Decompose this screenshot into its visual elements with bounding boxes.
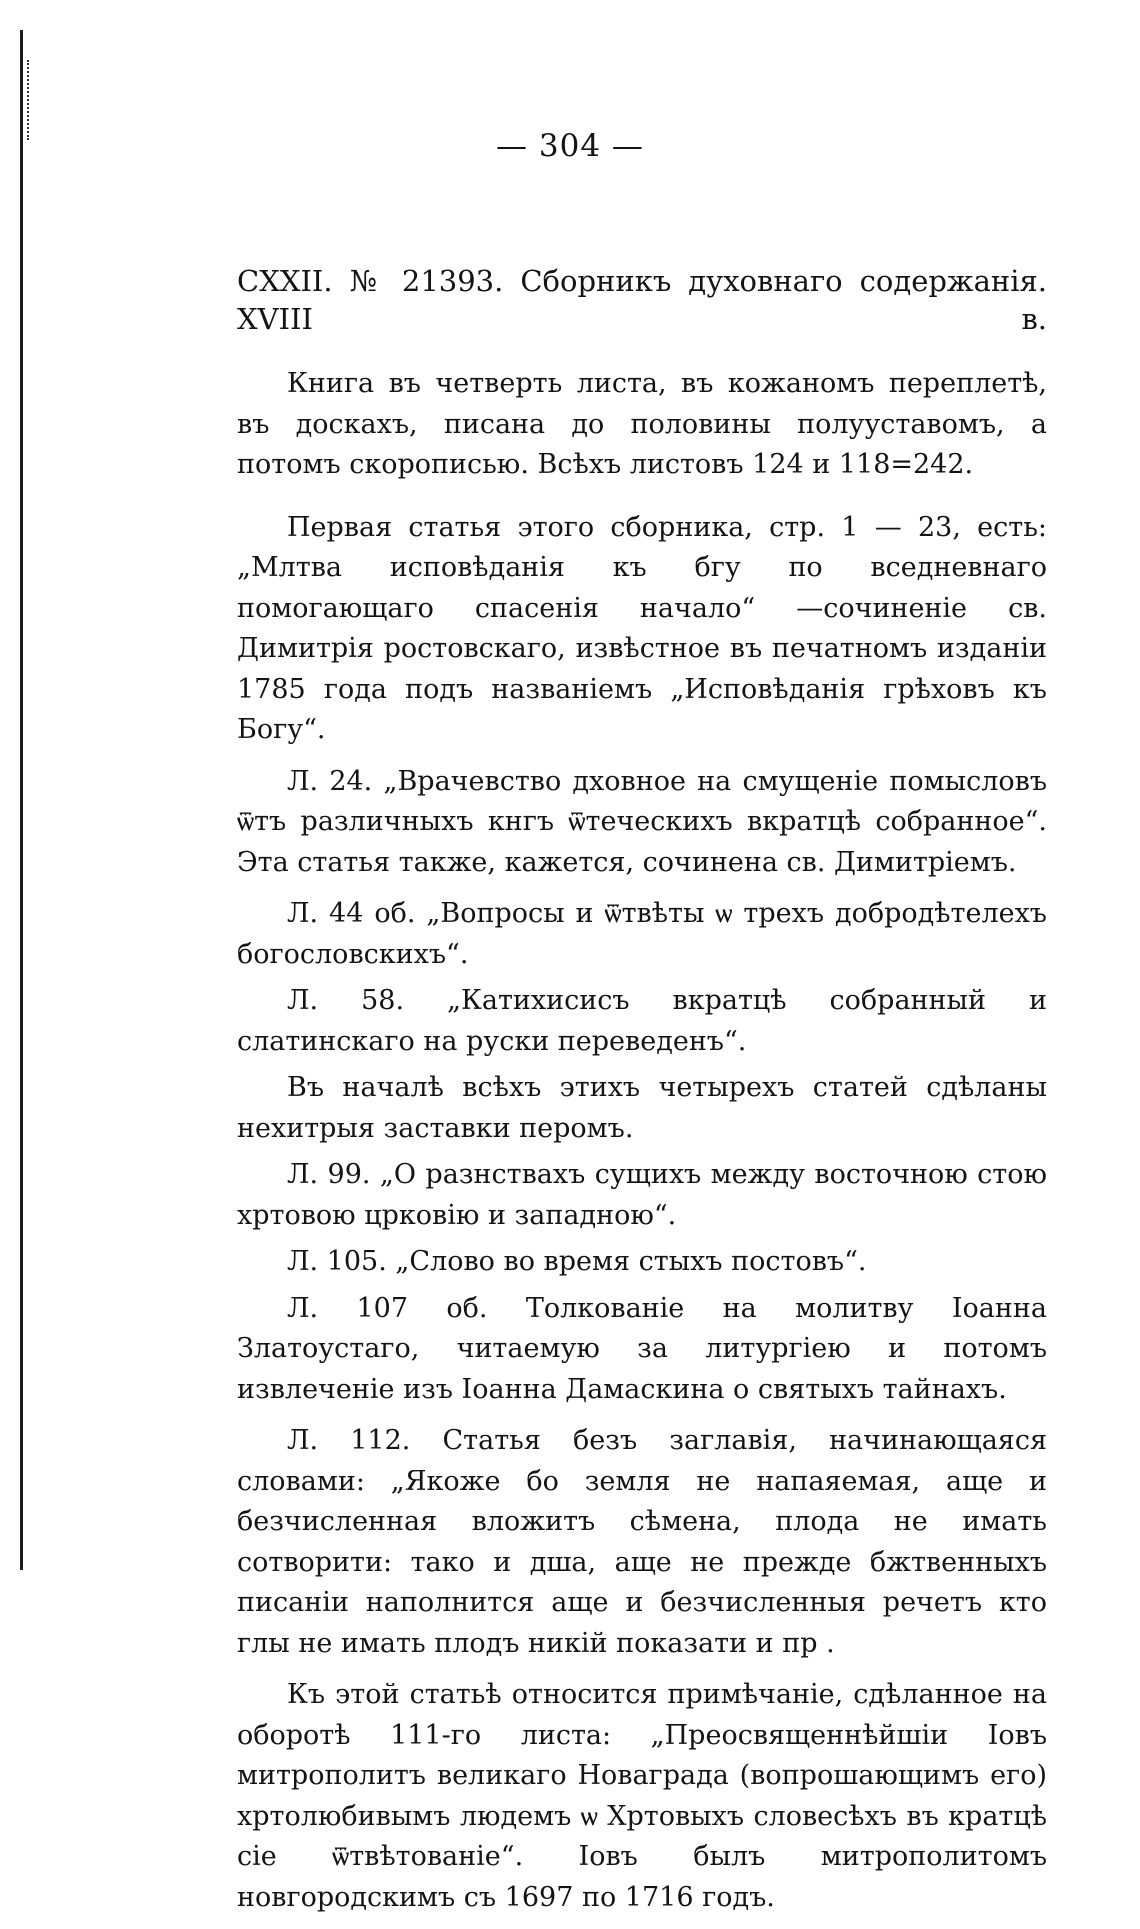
paragraph-leaf-44: Л. 44 об. „Вопросы и ѿтвѣты ѡ трехъ добродѣтелехъ богословскихъ“. (237, 898, 1047, 970)
paragraph-leaf-58: Л. 58. „Катихисисъ вкратцѣ собранный и слатинскаго на руски переведенъ“. (237, 985, 1047, 1057)
entry-heading: CXXII. № 21393. Сборникъ духовнаго содержанія. XVIII в. (237, 264, 1047, 336)
paragraph-leaf-99: Л. 99. „О разнствахъ сущихъ между восточною стою хртовою црковію и западною“. (237, 1159, 1047, 1231)
page-binding-edge (20, 30, 23, 1570)
page-number: — 304 — (496, 128, 644, 164)
paragraph-leaf-107: Л. 107 об. Толкованіе на молитву Іоанна Златоустаго, читаемую за литургіею и потомъ извлеченіе изъ Іоанна Дамаскина о святыхъ тайнахъ. (237, 1292, 1047, 1405)
paragraph-leaf-24: Л. 24. „Врачевство дховное на смущеніе помысловъ ѿтъ различныхъ кнгъ ѿтеческихъ вкратцѣ собранное“. Эта статья также, кажется, сочинена св. Димитріемъ. (237, 765, 1047, 878)
paragraph-headpieces: Въ началѣ всѣхъ этихъ четырехъ статей сдѣланы нехитрыя заставки перомъ. (237, 1072, 1047, 1144)
paragraph-leaf-112: Л. 112. Статья безъ заглавія, начинающаяся словами: „Якоже бо земля не напаяемая, аще и безчисленная вложитъ сѣмена, плода не имать сотворити: тако и дша, аще не прежде бжтвенныхъ писаніи наполнится аще и безчисленныя речетъ кто глы не имать плодъ никій показати и пр . (237, 1425, 1047, 1659)
paragraph-first-article: Первая статья этого сборника, стр. 1 — 23, есть: „Млтва исповѣданія къ бгу по вседневнаго помогающаго спасенія начало“ —сочиненіе св. Димитрія ростовскаго, извѣстное въ печатномъ изданіи 1785 года подъ названіемъ „Исповѣданія грѣховъ къ Богу“. (237, 511, 1047, 745)
entry-body (237, 262, 1047, 1929)
paragraph-note-111: Къ этой статьѣ относится примѣчаніе, сдѣланное на оборотѣ 111-го листа: „Преосвященнѣйшіи Іовъ митрополитъ великаго Новаграда (вопрошающимъ его) хртолюбивымъ людемъ ѡ Хртовыхъ словесѣхъ въ кратцѣ сіе ѿтвѣтованіе“. Іовъ былъ митрополитомъ новгородскимъ съ 1697 по 1716 годъ. (237, 1679, 1047, 1913)
paragraph-leaf-105: Л. 105. „Слово во время стыхъ постовъ“. (287, 1246, 867, 1277)
paragraph-description: Книга въ четверть листа, въ кожаномъ переплетѣ, въ доскахъ, писана до половины полууставомъ, а потомъ скорописью. Всѣхъ листовъ 124 и 118=242. (237, 368, 1047, 480)
